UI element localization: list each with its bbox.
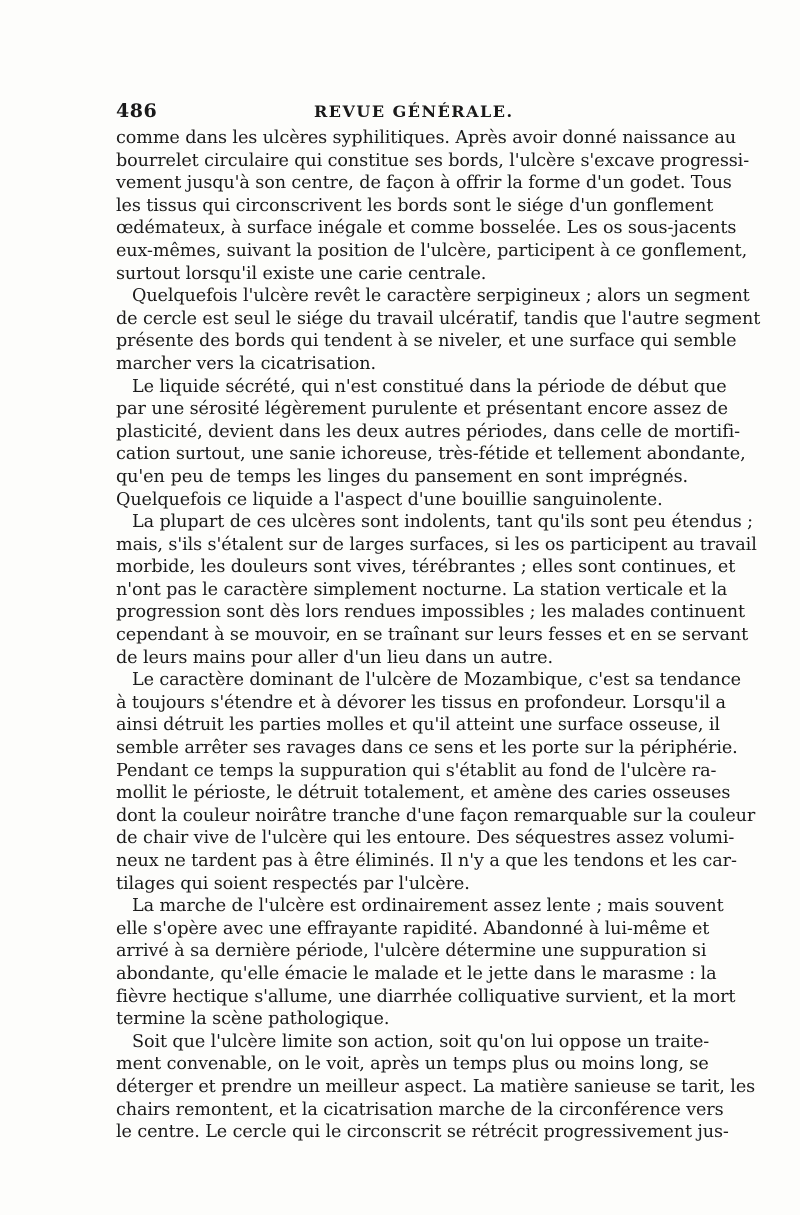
text-line: surtout lorsqu'il existe une carie centrale. xyxy=(116,263,487,284)
text-line: vement jusqu'à son centre, de façon à offrir la forme d'un godet. Tous xyxy=(116,173,732,194)
text-line: Quelquefois ce liquide a l'aspect d'une bouillie sanguinolente. xyxy=(116,489,663,510)
text-line: de chair vive de l'ulcère qui les entoure. Des séquestres assez volumi- xyxy=(116,828,735,849)
text-line: fièvre hectique s'allume, une diarrhée colliquative survient, et la mort xyxy=(116,986,736,1007)
text-line: par une sérosité légèrement purulente et présentant encore assez de xyxy=(116,399,728,420)
text-line: abondante, qu'elle émacie le malade et le jette dans le marasme : la xyxy=(116,963,717,984)
text-line: œdémateux, à surface inégale et comme bosselée. Les os sous-jacents xyxy=(116,218,737,239)
text-line: La plupart de ces ulcères sont indolents, tant qu'ils sont peu étendus ; xyxy=(132,512,753,533)
text-line: qu'en peu de temps les linges du pansement en sont imprégnés. xyxy=(116,466,688,487)
text-line: Soit que l'ulcère limite son action, soit qu'on lui oppose un traite- xyxy=(132,1031,710,1052)
text-line: de cercle est seul le siége du travail ulcératif, tandis que l'autre segment xyxy=(116,308,761,329)
text-line: termine la scène pathologique. xyxy=(116,1009,390,1030)
text-line: neux ne tardent pas à être éliminés. Il n'y a que les tendons et les car- xyxy=(116,851,737,871)
text-line: mais, s'ils s'étalent sur de larges surfaces, si les os participent au travail xyxy=(116,534,757,555)
text-line: déterger et prendre un meilleur aspect. La matière sanieuse se tarit, les xyxy=(116,1076,756,1097)
running-title: REVUE GÉNÉRALE. xyxy=(314,102,514,121)
text-line: comme dans les ulcères syphilitiques. Après avoir donné naissance au xyxy=(116,128,736,148)
text-line: dont la couleur noirâtre tranche d'une façon remarquable sur la couleur xyxy=(116,805,756,826)
text-line: semble arrêter ses ravages dans ce sens et les porte sur la périphérie. xyxy=(116,738,738,759)
body-text xyxy=(116,127,761,1144)
text-line: Le caractère dominant de l'ulcère de Mozambique, c'est sa tendance xyxy=(132,670,741,691)
text-line: à toujours s'étendre et à dévorer les tissus en profondeur. Lorsqu'il a xyxy=(116,692,726,713)
text-line: le centre. Le cercle qui le circonscrit se rétrécit progressivement jus- xyxy=(116,1122,729,1143)
text-line: morbide, les douleurs sont vives, térébrantes ; elles sont continues, et xyxy=(116,557,736,578)
text-line: marcher vers la cicatrisation. xyxy=(116,353,376,374)
text-line: eux-mêmes, suivant la position de l'ulcère, participent à ce gonflement, xyxy=(116,240,748,261)
text-line: elle s'opère avec une effrayante rapidité. Abandonné à lui-même et xyxy=(116,918,710,939)
text-line: Le liquide sécrété, qui n'est constitué dans la période de début que xyxy=(132,376,727,397)
text-line: progression sont dès lors rendues impossibles ; les malades continuent xyxy=(116,602,745,623)
text-line: présente des bords qui tendent à se niveler, et une surface qui semble xyxy=(116,331,737,352)
text-line: Quelquefois l'ulcère revêt le caractère serpigineux ; alors un segment xyxy=(132,286,750,307)
text-line: bourrelet circulaire qui constitue ses bords, l'ulcère s'excave progressi- xyxy=(116,150,750,171)
text-line: cependant à se mouvoir, en se traînant sur leurs fesses et en se servant xyxy=(116,625,749,646)
text-line: n'ont pas le caractère simplement nocturne. La station verticale et la xyxy=(116,579,728,600)
text-line: les tissus qui circonscrivent les bords sont le siége d'un gonflement xyxy=(116,195,714,216)
text-line: de leurs mains pour aller d'un lieu dans un autre. xyxy=(116,647,553,668)
text-line: ment convenable, on le voit, après un temps plus ou moins long, se xyxy=(116,1054,709,1075)
text-line: cation surtout, une sanie ichoreuse, très-fétide et tellement abondante, xyxy=(116,444,746,465)
text-line: plasticité, devient dans les deux autres périodes, dans celle de mortifi- xyxy=(116,421,740,442)
text-line: ainsi détruit les parties molles et qu'il atteint une surface osseuse, il xyxy=(116,715,720,736)
text-line: chairs remontent, et la cicatrisation marche de la circonférence vers xyxy=(116,1099,724,1120)
text-line: La marche de l'ulcère est ordinairement assez lente ; mais souvent xyxy=(132,896,724,917)
text-line: mollit le périoste, le détruit totalement, et amène des caries osseuses xyxy=(116,783,731,804)
page-header xyxy=(116,100,686,124)
text-line: Pendant ce temps la suppuration qui s'établit au fond de l'ulcère ra- xyxy=(116,760,717,781)
page-number: 486 xyxy=(116,100,158,122)
text-line: tilages qui soient respectés par l'ulcère. xyxy=(116,873,470,894)
text-line: arrivé à sa dernière période, l'ulcère détermine une suppuration si xyxy=(116,941,707,962)
